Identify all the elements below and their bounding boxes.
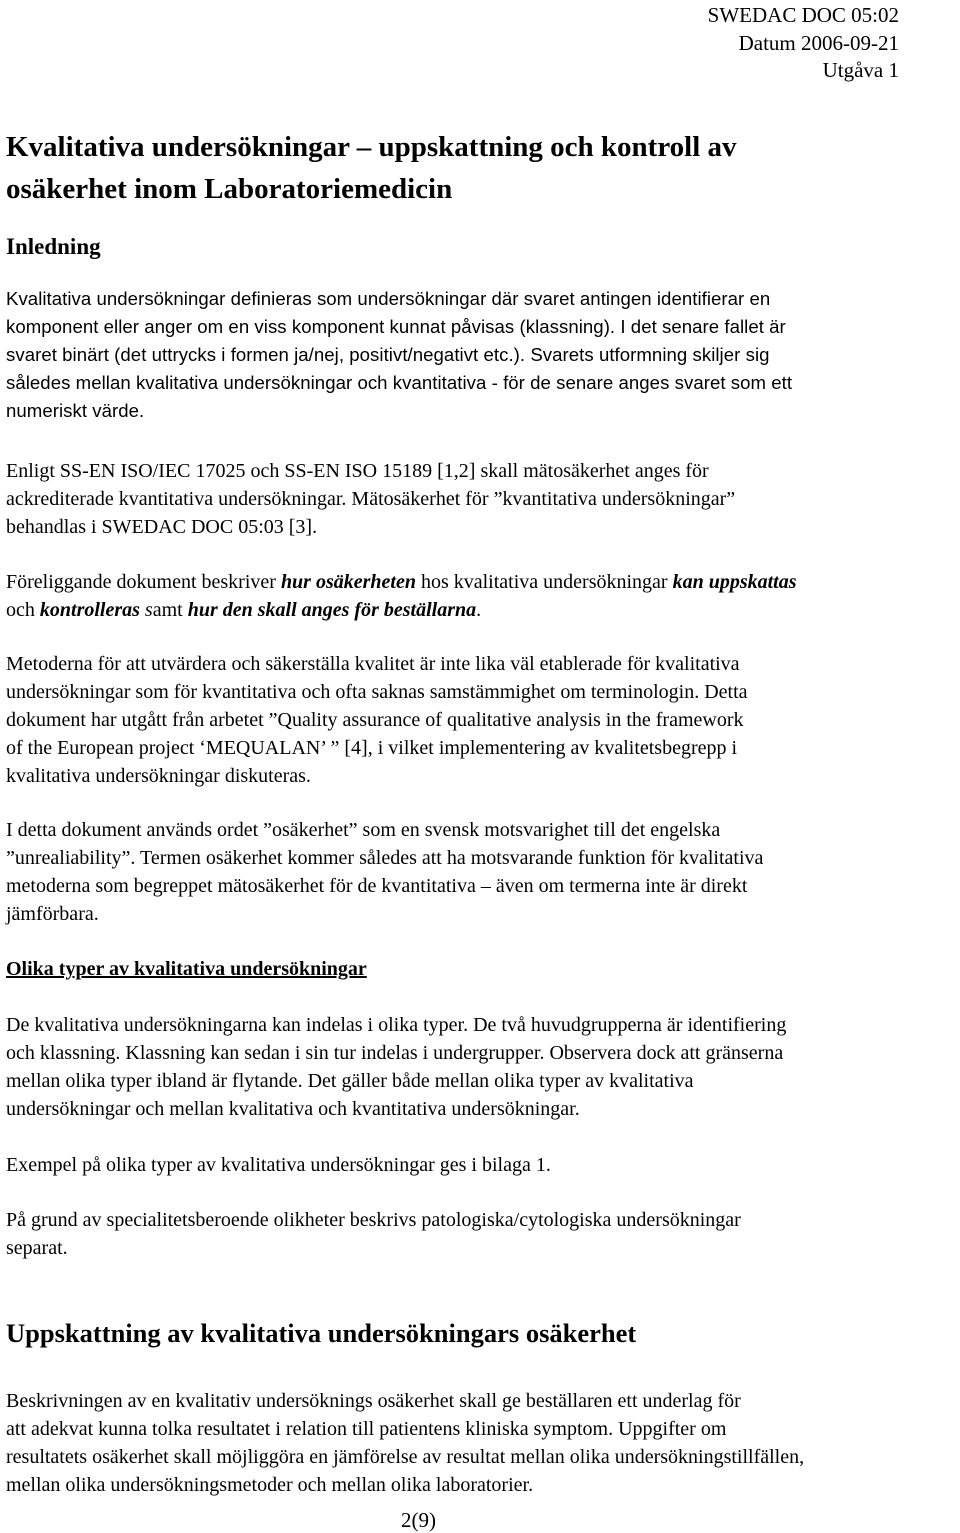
text-run-sans: svaret binärt (det uttrycks i formen ja/nej, positivt/negativt etc.).: [6, 344, 526, 365]
text-line: numeriskt värde.: [6, 400, 145, 421]
text-line: således mellan kvalitativa undersökningar och kvantitativa - för de senare anges svaret som ett: [6, 372, 793, 393]
paragraph-methods: [6, 650, 748, 790]
text-line: mellan olika typer ibland är flytande. Det gäller både mellan olika typer av kvalitativa: [6, 1070, 694, 1092]
text-line: [6, 341, 792, 369]
text-run: och: [6, 599, 40, 621]
text-line: metoderna som begreppet mätosäkerhet för de kvantitativa – även om termerna inte är direkt: [6, 875, 748, 897]
paragraph-definition: [6, 285, 792, 425]
text-line: I detta dokument används ordet ”osäkerhet” som en svensk motsvarighet till det engelska: [6, 819, 721, 841]
document-edition: Utgåva 1: [822, 58, 899, 82]
text-line: [6, 568, 797, 596]
text-line: mellan olika undersökningsmetoder och mellan olika laboratorier.: [6, 1474, 534, 1496]
heading-types: Olika typer av kvalitativa undersökningar: [6, 958, 367, 980]
title-line: osäkerhet inom Laboratoriemedicin: [6, 173, 453, 205]
text-line: ackrediterade kvantitativa undersökningar. Mätosäkerhet för ”kvantitativa undersökningar”: [6, 488, 736, 510]
text-line: På grund av specialitetsberoende olikheter beskrivs patologiska/cytologiska undersökningar: [6, 1209, 741, 1231]
paragraph-estimation: [6, 1387, 804, 1499]
document-title: [6, 126, 936, 210]
text-line: Kvalitativa undersökningar definieras som undersökningar där svaret antingen identifierar en: [6, 288, 771, 309]
text-line: separat.: [6, 1237, 68, 1259]
paragraph-standards: [6, 457, 735, 541]
emphasis-text: kontrolleras: [39, 599, 140, 621]
text-line: Metoderna för att utvärdera och säkerställa kvalitet är inte lika väl etablerade för kvalitativa: [6, 653, 740, 675]
text-line: Beskrivningen av en kvalitativ undersöknings osäkerhet skall ge beställaren ett underlag för: [6, 1390, 741, 1412]
text-run: .: [476, 599, 482, 621]
emphasis-text: kan uppskattas: [672, 571, 797, 593]
text-line: dokument har utgått från arbetet ”Quality assurance of qualitative analysis in the framework: [6, 709, 744, 731]
paragraph-scope: [6, 568, 797, 624]
text-line: [6, 596, 797, 624]
text-run-sans: Svarets utformning skiljer sig: [525, 344, 770, 365]
paragraph-types: [6, 1011, 786, 1123]
page-number: 2(9): [401, 1508, 436, 1532]
text-line: resultatets osäkerhet skall möjliggöra en jämförelse av resultat mellan olika undersökningstillfällen,: [6, 1446, 805, 1468]
paragraph-terminology: [6, 816, 763, 928]
text-line: jämförbara.: [6, 903, 99, 925]
document-id: SWEDAC DOC 05:02: [707, 3, 899, 27]
text-line: undersökningar och mellan kvalitativa och kvantitativa undersökningar.: [6, 1098, 580, 1120]
text-line: och klassning. Klassning kan sedan i sin tur indelas i undergrupper. Observera dock att gränserna: [6, 1042, 784, 1064]
text-run: hos kvalitativa undersökningar: [415, 571, 673, 593]
text-run: Föreliggande dokument beskriver: [6, 571, 281, 593]
heading-estimation: Uppskattning av kvalitativa undersökningars osäkerhet: [6, 1318, 637, 1348]
text-line: att adekvat kunna tolka resultatet i relation till patientens kliniska symptom. Uppgifter om: [6, 1418, 727, 1440]
emphasis-text: hur osäkerheten: [280, 571, 416, 593]
text-line: kvalitativa undersökningar diskuteras.: [6, 765, 311, 787]
document-date: Datum 2006-09-21: [738, 30, 899, 55]
text-line: De kvalitativa undersökningarna kan indelas i olika typer. De två huvudgrupperna är identifiering: [6, 1014, 787, 1036]
text-line: ”unrealiability”. Termen osäkerhet kommer således att ha motsvarande funktion för kvalitativa: [6, 847, 764, 869]
paragraph-examples: [6, 1151, 551, 1179]
document-header: [708, 2, 899, 85]
title-line: Kvalitativa undersökningar – uppskattning och kontroll av: [6, 131, 737, 163]
paragraph-pathology: [6, 1206, 741, 1262]
text-run: amt: [152, 599, 188, 621]
text-line: komponent eller anger om en viss komponent kunnat påvisas (klassning). I det senare fallet är: [6, 316, 786, 337]
heading-inledning: Inledning: [6, 234, 101, 259]
italic-text: s: [144, 599, 153, 621]
text-line: undersökningar som för kvantitativa och ofta saknas samstämmighet om terminologin. Detta: [6, 681, 748, 703]
text-line: of the European project ‘MEQUALAN’ ” [4], i vilket implementering av kvalitetsbegrepp i: [6, 737, 738, 759]
text-line: behandlas i SWEDAC DOC 05:03 [3].: [6, 516, 318, 538]
text-line: Exempel på olika typer av kvalitativa undersökningar ges i bilaga 1.: [6, 1154, 551, 1176]
emphasis-text: hur den skall anges för beställarna: [187, 599, 477, 621]
text-line: Enligt SS-EN ISO/IEC 17025 och SS-EN ISO 15189 [1,2] skall mätosäkerhet anges för: [6, 460, 709, 482]
